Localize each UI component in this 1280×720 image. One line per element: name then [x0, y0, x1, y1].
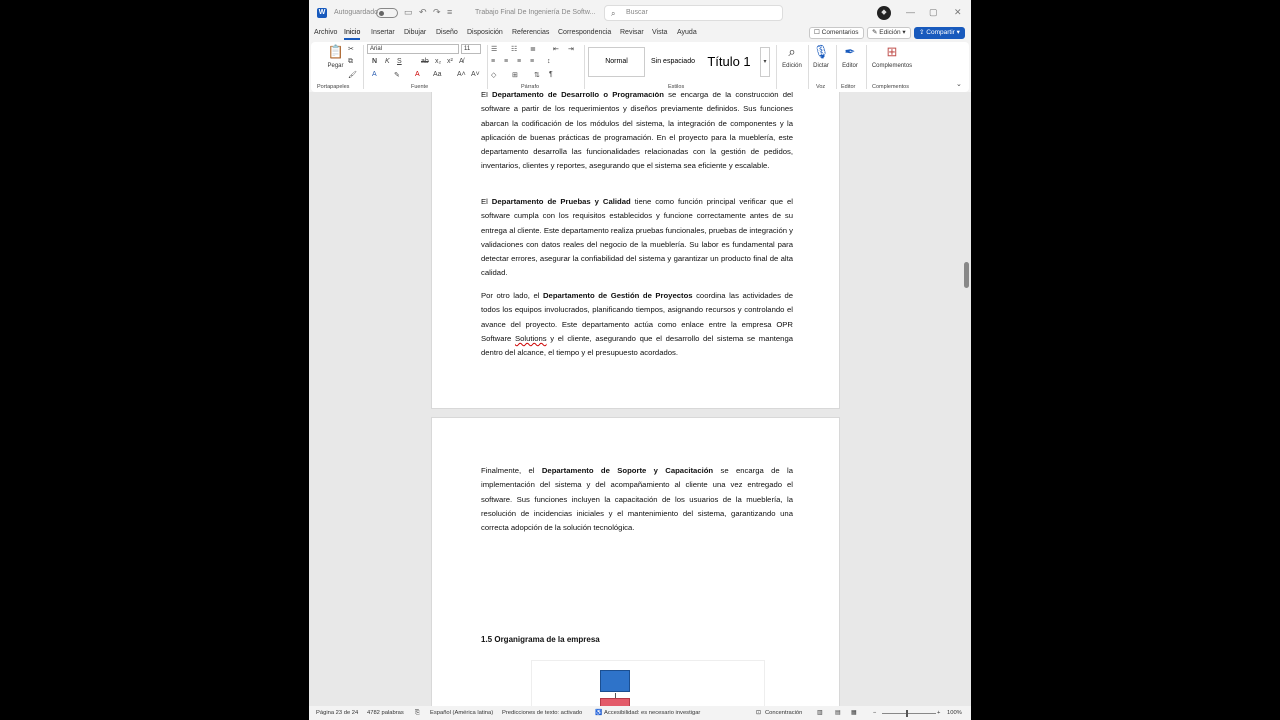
addins-button[interactable]: Complementos [871, 63, 913, 69]
italic-icon[interactable]: K [385, 58, 390, 65]
text: se encarga de la construcción del software a partir de los requerimientos y diseños previamente definidos. Sus funciones abarcan la codificación de los módulos del sistema, la integración de componentes y la aplicación de buenas prácticas de programación. En el proyecto para la mueblería, este departamento desarrolla las funcionalidades relacionadas con la gestión de pedidos, inventarios, clientes y reportes, asegurando que el sistema sea eficiente y escalable. [481, 92, 793, 171]
status-bar [309, 706, 971, 720]
document-canvas [309, 92, 971, 706]
text: tiene como función principal verificar que el software cumpla con los requisitos establecidos y funcione correctamente antes de su entrega al cliente. Este departamento realiza pruebas funcionales, pruebas de integración y validaciones con datos reales del negocio de la mueblería. Su labor es fundamental para detectar errores, asegurar la confiabilidad del sistema y garantizar un producto final de alta calidad. [481, 197, 793, 278]
align-left-icon[interactable]: ≡ [491, 58, 496, 65]
text: se encarga de la implementación del sistema y del acompañamiento al cliente una vez entregado el software. Sus funciones incluyen la capacitación de los usuarios de la mueblería, la resolución de incidencias iniciales y el mantenimiento del sistema, garantizando una correcta adopción de la solución tecnológica. [481, 466, 794, 533]
share-button[interactable]: ⇪ Compartir ▾ [914, 27, 965, 39]
font-color-icon[interactable]: A [415, 71, 420, 78]
focus-mode[interactable]: Concentración [765, 710, 803, 716]
save-icon[interactable]: ▭ [404, 7, 413, 17]
autosave-toggle[interactable] [376, 8, 398, 18]
copy-icon[interactable]: ⧉ [348, 58, 353, 65]
font-size-field[interactable]: 11 [461, 44, 481, 54]
highlight-icon[interactable]: ✎ [394, 72, 400, 79]
cut-icon[interactable]: ✂ [348, 46, 354, 53]
addins-icon[interactable]: ⊞ [886, 44, 898, 59]
find-icon[interactable]: ⌕ [788, 44, 796, 59]
paste-label[interactable]: Pegar [327, 63, 344, 69]
word-count[interactable]: 4782 palabras [367, 710, 404, 716]
collapse-ribbon-icon[interactable]: ⌄ [956, 81, 962, 88]
misspelled-word[interactable]: Solutions [514, 333, 547, 343]
paragraph-pruebas[interactable] [481, 195, 793, 281]
addins-group-label: Complementos [872, 84, 909, 90]
tab-archivo[interactable]: Archivo [314, 29, 338, 36]
avatar[interactable]: ◆ [877, 6, 891, 20]
word-logo-icon: W [318, 9, 326, 16]
search-box[interactable] [604, 5, 783, 21]
strikethrough-icon[interactable]: ab [421, 58, 429, 65]
tab-vista[interactable]: Vista [652, 29, 668, 36]
editing-mode-label: Edición [879, 29, 901, 36]
paragraph-soporte[interactable] [481, 464, 793, 535]
page-count[interactable]: Página 23 de 24 [316, 710, 359, 716]
bold-icon[interactable]: N [372, 58, 378, 65]
text: coordina las actividades de todos los equipos involucrados, planificando tiempos, asignando recursos y controlando el avance del proyecto. Este departamento actúa como enlace entre la empresa OPR Software [481, 291, 793, 343]
title-bar [309, 0, 971, 26]
bold-text: Departamento de Desarrollo o Programación [492, 92, 664, 99]
divider [584, 45, 585, 89]
read-mode-icon[interactable]: ▥ [817, 710, 823, 716]
subscript-icon[interactable]: x₂ [435, 58, 442, 65]
vertical-scrollbar[interactable] [962, 92, 971, 706]
zoom-slider-thumb[interactable] [906, 710, 908, 717]
minimize-icon[interactable]: — [906, 7, 915, 17]
increase-indent-icon[interactable]: ⇥ [568, 46, 574, 53]
editing-mode-button[interactable]: ✎ Edición ▾ [867, 27, 911, 39]
style-no-spacing[interactable]: Sin espaciado [651, 58, 695, 65]
bullets-icon[interactable]: ☰ [491, 46, 498, 53]
line-spacing-icon[interactable]: ↕ [547, 58, 551, 65]
org-chart-box [600, 698, 630, 706]
divider [808, 45, 809, 89]
tab-revisar[interactable]: Revisar [620, 29, 644, 36]
tab-disposicion[interactable]: Disposición [467, 29, 503, 36]
tab-inicio[interactable]: Inicio [344, 29, 361, 36]
paragraph-desarrollo[interactable] [481, 92, 793, 174]
show-marks-icon[interactable]: ¶ [549, 71, 553, 78]
document-title[interactable]: Trabajo Final De Ingeniería De Softw... [475, 9, 596, 16]
tab-referencias[interactable]: Referencias [512, 29, 550, 36]
focus-icon[interactable]: ⊡ [756, 710, 761, 716]
superscript-icon[interactable]: x² [447, 58, 453, 65]
text: Por otro lado, el [481, 291, 543, 300]
bold-text: Departamento de Gestión de Proyectos [543, 291, 693, 300]
comments-button[interactable]: ☐ Comentarios [809, 27, 864, 39]
grow-font-icon[interactable]: A˄ [457, 71, 466, 78]
shading-icon[interactable]: ◇ [491, 72, 497, 79]
divider [776, 45, 777, 89]
styles-more-icon[interactable]: ▾ [760, 47, 770, 77]
justify-icon[interactable]: ≡ [530, 58, 535, 65]
align-right-icon[interactable]: ≡ [517, 58, 522, 65]
style-normal-label[interactable]: Normal [605, 58, 628, 65]
tab-diseno[interactable]: Diseño [436, 29, 458, 36]
underline-icon[interactable]: S [397, 58, 402, 65]
autosave-label: Autoguardado [334, 9, 378, 16]
text: El [481, 197, 492, 206]
styles-group-label: Estilos [668, 84, 685, 90]
zoom-slider[interactable] [882, 713, 936, 714]
change-case-icon[interactable]: Aa [433, 71, 442, 78]
comments-label: Comentarios [821, 29, 859, 36]
microphone-icon[interactable]: 🎙 [812, 44, 830, 59]
dictate-button[interactable]: Dictar [813, 63, 829, 69]
font-name-field[interactable]: Arial [367, 44, 459, 54]
decrease-indent-icon[interactable]: ⇤ [553, 46, 559, 53]
bold-text: Departamento de Soporte y Capacitación [541, 466, 714, 475]
paste-icon[interactable]: 📋 [327, 44, 345, 59]
style-heading-1[interactable]: Título 1 [707, 54, 751, 69]
tab-dibujar[interactable]: Dibujar [404, 29, 427, 36]
editor-group-label: Editor [841, 84, 856, 90]
page-23[interactable] [431, 92, 840, 409]
sort-icon[interactable]: ⇅ [534, 72, 540, 79]
zoom-in-icon[interactable]: + [937, 710, 941, 716]
divider [487, 45, 488, 89]
menu-bar [309, 26, 971, 42]
customize-quick-access-icon[interactable]: ≡ [447, 7, 453, 17]
editor-icon[interactable]: ✒ [844, 44, 856, 59]
clear-format-icon[interactable]: A̸ [459, 58, 464, 65]
text: y el cliente, asegurando que el desarrollo del sistema se mantenga dentro del alcance, el tiempo y el presupuesto acordados. [481, 333, 793, 358]
redo-icon[interactable]: ↷ [433, 7, 441, 17]
org-chart[interactable] [531, 660, 765, 706]
divider [866, 45, 867, 89]
voice-group-label: Voz [816, 84, 826, 90]
paragraph-group-label: Párrafo [521, 84, 540, 90]
tab-ayuda[interactable]: Ayuda [677, 29, 697, 36]
ribbon [311, 42, 969, 92]
accessibility-icon[interactable]: ♿ [595, 710, 603, 716]
accessibility-status[interactable]: Accesibilidad: es necesario investigar [604, 710, 701, 716]
text-effects-icon[interactable]: A [372, 71, 377, 78]
text: El [481, 92, 493, 99]
clipboard-group-label: Portapapeles [317, 84, 350, 90]
section-heading[interactable]: 1.5 Organigrama de la empresa [481, 635, 600, 644]
word-window [309, 0, 971, 720]
search-placeholder: Buscar [626, 9, 648, 16]
align-center-icon[interactable]: ≡ [504, 58, 509, 65]
paragraph-gestion[interactable] [481, 289, 793, 360]
spelling-check-icon[interactable]: ⎘ [415, 710, 420, 716]
shrink-font-icon[interactable]: A˅ [471, 71, 480, 78]
divider [363, 45, 364, 89]
web-layout-icon[interactable]: ▦ [851, 710, 857, 716]
editing-button[interactable]: Edición [782, 63, 802, 69]
share-label: Compartir [926, 29, 955, 36]
divider [836, 45, 837, 89]
multilevel-list-icon[interactable]: ≣ [530, 46, 536, 53]
undo-icon[interactable]: ↶ [419, 7, 427, 17]
numbering-icon[interactable]: ☷ [511, 46, 518, 53]
tab-correspondencia[interactable]: Correspondencia [558, 29, 612, 36]
tab-insertar[interactable]: Insertar [371, 29, 395, 36]
text-predictions-status[interactable]: Predicciones de texto: activado [502, 710, 583, 716]
close-icon[interactable]: ✕ [954, 7, 962, 17]
print-layout-icon[interactable]: ▤ [835, 710, 841, 716]
borders-icon[interactable]: ⊞ [512, 72, 518, 79]
font-group-label: Fuente [411, 84, 429, 90]
bold-text: Departamento de Pruebas y Calidad [491, 197, 631, 206]
search-icon: ⌕ [611, 9, 616, 18]
page-24[interactable] [431, 417, 840, 706]
zoom-level[interactable]: 100% [947, 710, 962, 716]
format-painter-icon[interactable]: 🖌 [348, 72, 357, 79]
editor-button[interactable]: Editor [842, 63, 858, 69]
text: Finalmente, el [481, 466, 542, 475]
language-status[interactable]: Español (América latina) [430, 710, 494, 716]
scrollbar-thumb[interactable] [964, 262, 969, 288]
zoom-out-icon[interactable]: − [873, 710, 877, 716]
org-chart-box [600, 670, 630, 692]
maximize-icon[interactable]: ▢ [929, 7, 938, 17]
